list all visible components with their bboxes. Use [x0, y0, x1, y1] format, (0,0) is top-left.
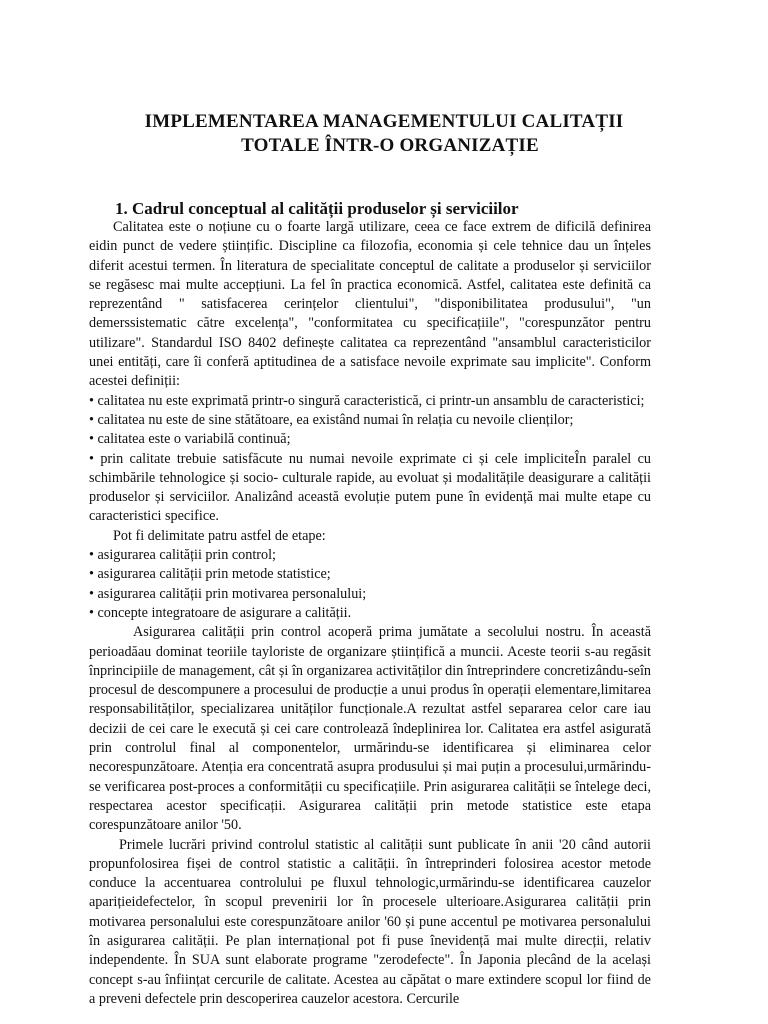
document-title-line-2: TOTALE ÎNTR-O ORGANIZAȚIE [241, 135, 539, 156]
bullet-item: • asigurarea calității prin control; [89, 547, 276, 564]
document-body [89, 218, 651, 1009]
paragraph-statistical-stage: Primele lucrări privind controlul statistic al calității sunt publicate în anii '20 când autorii propunfolosirea fișei de control statistic a calității. în întreprinderi folosirea acestor metode conduce la accentuarea controlului pe fluxul tehnologic,urmărindu-se identificarea cauzelor aparițieidefectelor, în scopul prevenirii lor în procesele ulterioare.Asigurarea calității prin motivarea personalului este corespunzătoare anilor '60 și pune accentul pe motivarea personalului în asigurarea calității. Pe plan internațional pot fi puse înevidență mai multe direcții, relativ independente. În SUA sunt elaborate programe "zerodefecte". În Japonia plecând de la același concept s-au înființat cercurile de calitate. Acestea au căpătat o mare extindere scopul lor fiind de a preveni defectele prin descoperirea cauzelor acestora. Cercurile [89, 836, 651, 1007]
bullet-item: • asigurarea calității prin motivarea personalului; [89, 585, 367, 602]
paragraph-definition: Calitatea este o noțiune cu o foarte largă utilizare, ceea ce face extrem de dificilă definirea eidin punct de vedere științific. Discipline ca filozofia, economia și cele tehnice dau un înțeles diferit acestui termen. În literatura de specialitate conceptul de calitate a produselor și serviciilor se regăsesc mai multe accepțiuni. La fel în practica economică. Astfel, calitatea este definită ca reprezentând " satisfacerea cerințelor clientului", "disponibilitatea produsului", "un demerssistematic către excelența", "conformitatea cu specificațiile", "corespunzător pentru utilizare". Standardul ISO 8402 definește calitatea ca reprezentând "ansamblul caracteristicilor unei entități, care îi conferă aptitudinea de a satisface nevoile exprimate sau implicite". Conform acestei definiții: [89, 219, 651, 390]
bullet-item: • concepte integratoare de asigurare a calității. [89, 604, 352, 621]
document-title-line-1: IMPLEMENTAREA MANAGEMENTULUI CALITAȚII [144, 111, 624, 132]
bullet-item: • asigurarea calității prin metode statistice; [89, 566, 331, 583]
bullet-item: • calitatea nu este de sine stătătoare, ea existând numai în relația cu nevoile clienților; [89, 411, 574, 428]
paragraph-stages-intro: Pot fi delimitate patru astfel de etape: [113, 527, 326, 544]
paragraph-control-stage: Asigurarea calității prin control acoperă prima jumătate a secolului nostru. În această perioadăau dominat teoriile tayloriste de organizare științifică a muncii. Aceste teorii s-au regăsit înprincipiile de management, cât și în organizarea activităților din întreprindere concretizându-seîn procesul de descompunere a procesului de producție a unui produs în operații elementare,limitarea responsabilităților, specializarea unităților funcționale.A rezultat astfel separarea celor care iau decizii de cei care le execută și cei care controlează îndeplinirea lor. Calitatea era astfel asigurată prin controlul final al componentelor, urmărindu-se identificarea și eliminarea celor necorespunzătoare. Atenția era concentrată asupra produsului și mai puțin a procesului,urmărindu-se verificarea post-proces a conformității cu specificațiile. Prin asigurarea calității se întelege deci, respectarea acestor specificații. Asigurarea calității prin metode statistice este etapa corespunzătoare anilor '50. [89, 624, 651, 834]
bullet-item: • prin calitate trebuie satisfăcute nu numai nevoile exprimate ci și cele impliciteÎn paralel cu schimbările tehnologice și socio- culturale rapide, au evoluat și modalitățile deasigurare a calității produselor și serviciilor. Analizând această evoluție putem pune în evidență mai multe etape cu caracteristici specifice. [89, 450, 651, 525]
bullet-item: • calitatea nu este exprimată printr-o singură caracteristică, ci printr-un ansamblu de caracteristici; [89, 392, 645, 409]
bullet-item: • calitatea este o variabilă continuă; [89, 431, 291, 448]
section-heading: 1. Cadrul conceptual al calității produselor și serviciilor [115, 199, 519, 218]
